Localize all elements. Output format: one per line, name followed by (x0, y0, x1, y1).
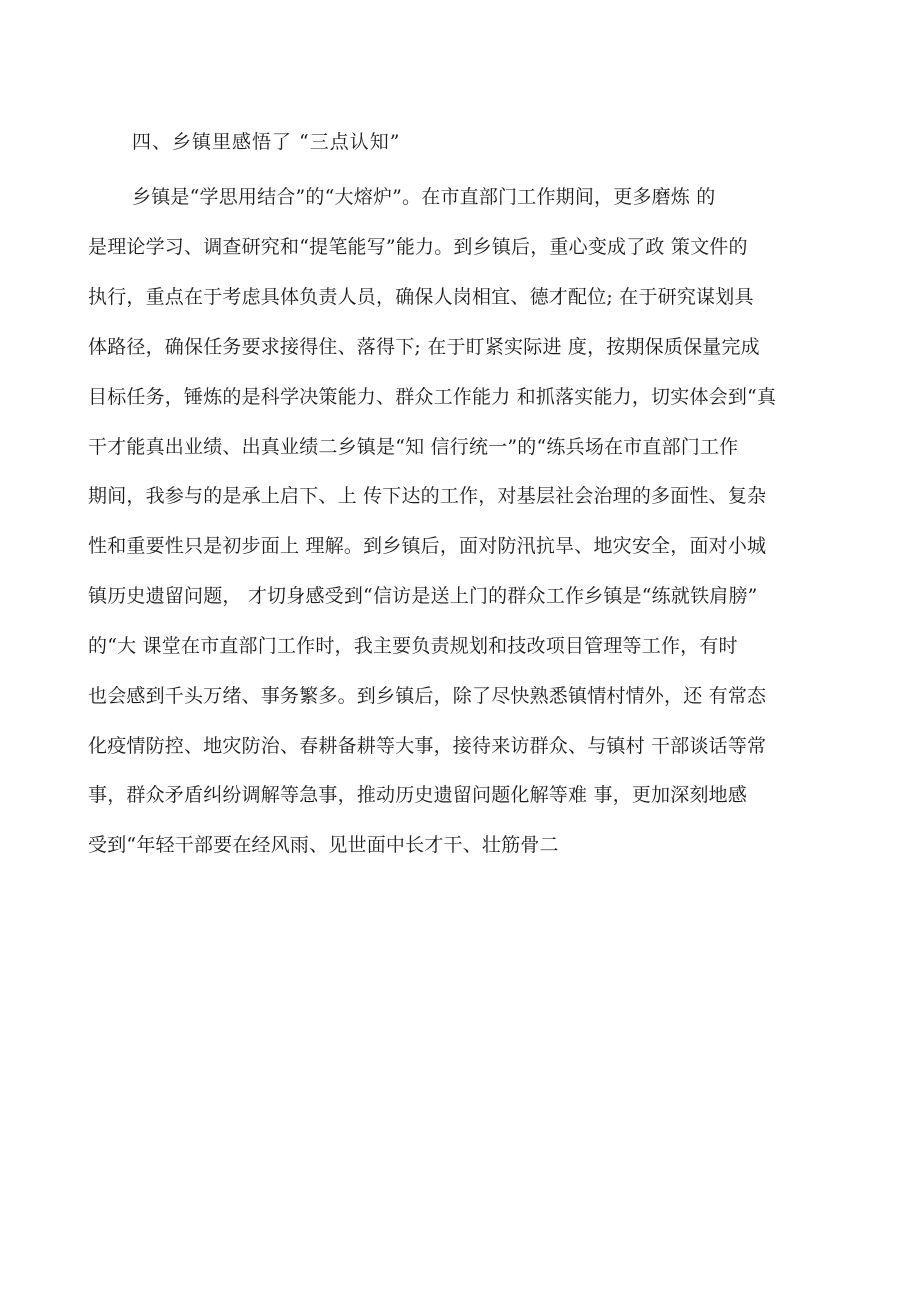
paragraph-line: 也会感到千头万绪、事务繁多。到乡镇后，除了尽快熟悉镇情村情外，还 有常态 (88, 685, 767, 707)
paragraph-line: 体路径，确保任务要求接得住、落得下; 在于盯紧实际进 度，按期保质保量完成 (88, 336, 760, 358)
paragraph-line: 目标任务，锤炼的是科学决策能力、群众工作能力 和抓落实能力，切实体会到“真 (88, 386, 777, 408)
paragraph-line: 事，群众矛盾纠纷调解等急事，推动历史遗留问题化解等难 事，更加深刻地感 (88, 784, 748, 806)
paragraph-line: 期间，我参与的是承上启下、上 传下达的工作，对基层社会治理的多面性、复杂 (88, 485, 767, 507)
paragraph-line: 镇历史遗留问题， 才切身感受到“信访是送上门的群众工作乡镇是“练就铁肩膀” (88, 585, 758, 607)
paragraph-line: 干才能真出业绩、出真业绩二乡镇是“知 信行统一”的“练兵场在市直部门工作 (88, 436, 739, 458)
paragraph-line: 受到“年轻干部要在经风雨、见世面中长才干、壮筋骨二 (88, 834, 559, 856)
paragraph-line: 乡镇是“学思用结合”的“大熔炉”。在市直部门工作期间，更多磨炼 的 (132, 186, 716, 208)
paragraph-line: 是理论学习、调查研究和“提笔能写”能力。到乡镇后，重心变成了政 策文件的 (88, 236, 748, 258)
section-heading: 四、乡镇里感悟了 “三点认知” (132, 131, 401, 153)
paragraph-line: 性和重要性只是初步面上 理解。到乡镇后，面对防汛抗旱、地灾安全，面对小城 (88, 535, 767, 557)
paragraph-line: 的“大 课堂在市直部门工作时，我主要负责规划和技改项目管理等工作，有时 (88, 635, 738, 657)
paragraph-line: 执行，重点在于考虑具体负责人员，确保人岗相宜、德才配位; 在于研究谋划具 (88, 286, 754, 308)
paragraph-line: 化疫情防控、地灾防治、春耕备耕等大事，接待来访群众、与镇村 干部谈话等常 (88, 735, 767, 757)
